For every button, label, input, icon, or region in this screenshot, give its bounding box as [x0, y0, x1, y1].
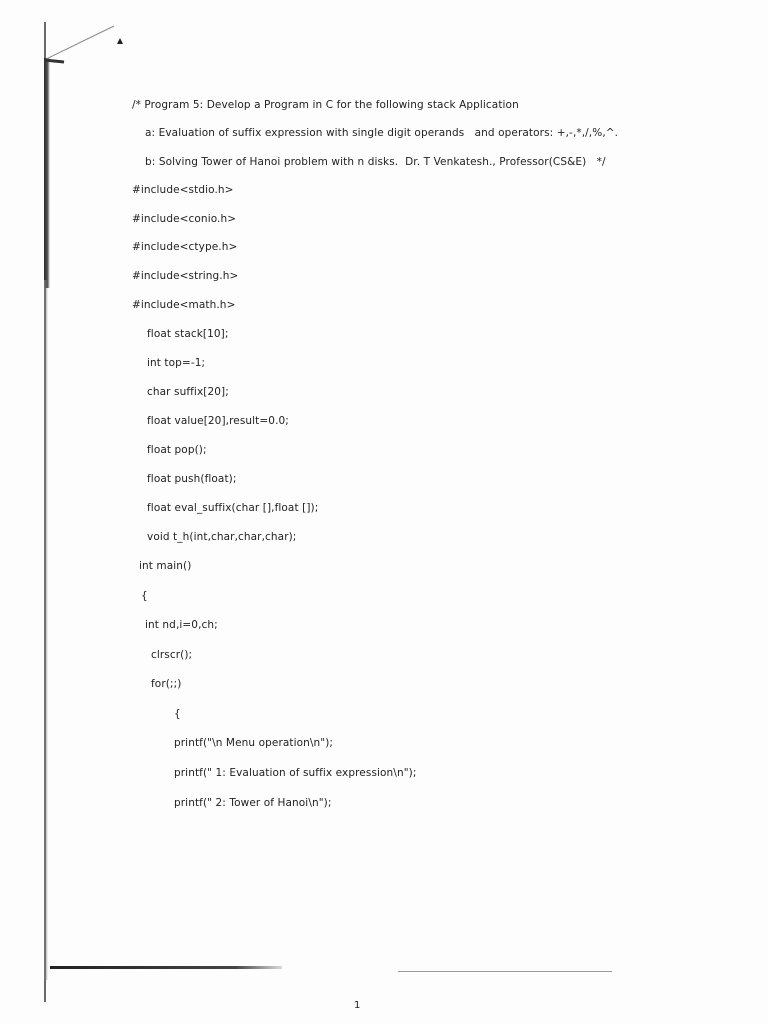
code-line: int main()	[139, 560, 192, 572]
code-line: clrscr();	[151, 649, 193, 661]
code-line: #include<math.h>	[132, 299, 236, 311]
code-line: float eval_suffix(char [],float []);	[147, 502, 319, 514]
scan-bottom-rule	[50, 966, 282, 969]
code-line: /* Program 5: Develop a Program in C for the following stack Application	[132, 99, 519, 111]
code-line: float stack[10];	[147, 328, 229, 340]
code-line: #include<stdio.h>	[132, 184, 234, 196]
code-line: float push(float);	[147, 473, 237, 485]
scan-corner-fold	[44, 24, 124, 84]
scan-left-shadow-lower	[44, 280, 48, 980]
scan-left-shadow	[44, 58, 50, 288]
code-line: #include<string.h>	[132, 270, 239, 282]
scan-bottom-rule-faint	[398, 971, 612, 972]
code-line: #include<conio.h>	[132, 213, 237, 225]
code-line: void t_h(int,char,char,char);	[147, 531, 297, 543]
code-line: char suffix[20];	[147, 386, 229, 398]
code-line: int top=-1;	[147, 357, 206, 369]
code-line: int nd,i=0,ch;	[145, 619, 218, 631]
code-line: float pop();	[147, 444, 207, 456]
code-line: for(;;)	[151, 678, 182, 690]
code-line: #include<ctype.h>	[132, 241, 238, 253]
code-line: printf("\n Menu operation\n");	[174, 737, 334, 749]
code-line: printf(" 1: Evaluation of suffix expression\n");	[174, 767, 417, 779]
code-line: {	[174, 708, 181, 720]
code-line: a: Evaluation of suffix expression with single digit operands and operators: +,-,*,/,%,^.	[145, 127, 619, 139]
code-line: {	[141, 590, 148, 602]
code-line: b: Solving Tower of Hanoi problem with n disks. Dr. T Venkatesh., Professor(CS&E) */	[145, 156, 606, 168]
code-line: float value[20],result=0.0;	[147, 415, 289, 427]
page-number: 1	[354, 1000, 361, 1011]
code-line: printf(" 2: Tower of Hanoi\n");	[174, 797, 332, 809]
